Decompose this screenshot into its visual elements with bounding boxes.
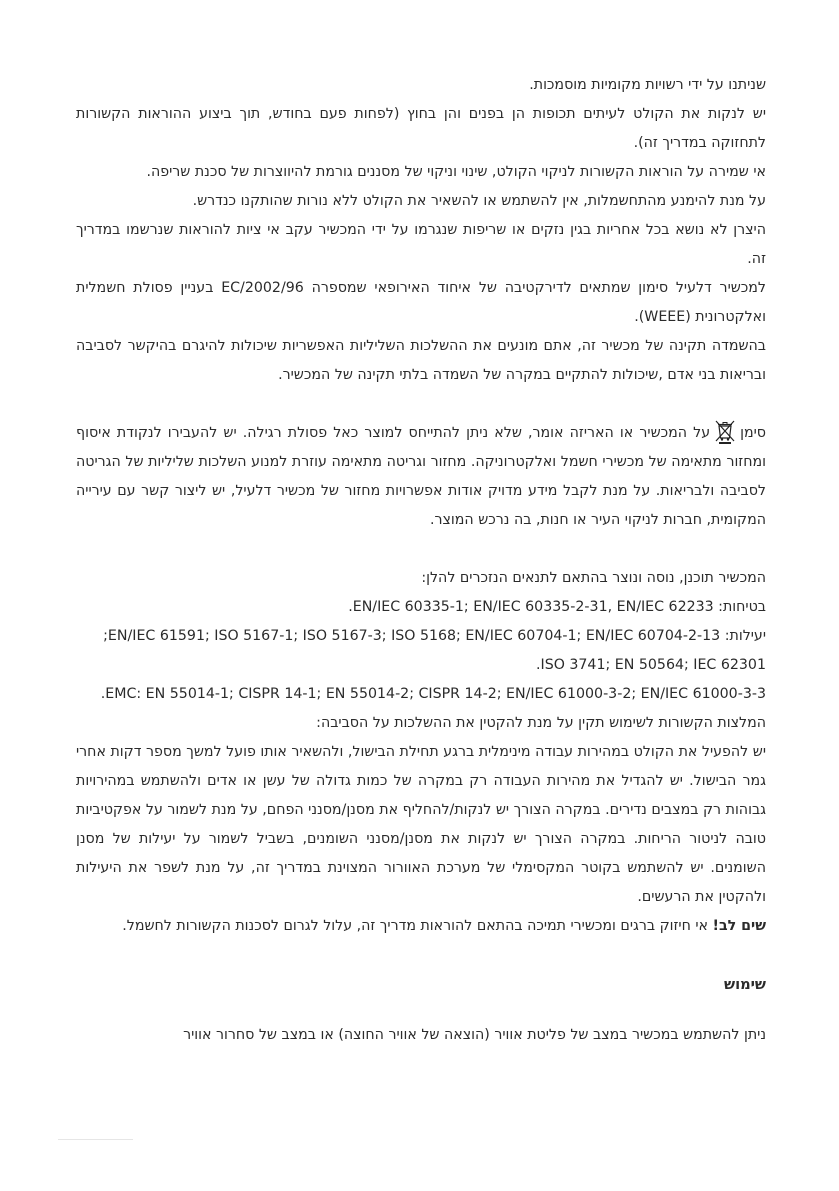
- document-page: [76, 71, 766, 1050]
- paragraph-local-authorities: שניתנו על ידי רשויות מקומיות מוסמכות.: [529, 77, 766, 93]
- paragraph-usage-recommendations: יש להפעיל את הקולט במהירות עבודה מינימלית ברגע תחילת הבישול, ולהשאיר אותו פועל למשך מספר דקות אחרי גמר הבישול. יש להגדיל את מהירות העבודה רק במקרה של כמות גדולה של עשן או אדים ולהשתמש במהירויות גבוהות רק במצבים נדירים. במקרה הצורך יש לנקות/להחליף את מסנן/מסנני הפחם, על מנת לשמור על אפקטיביות טובה לניטור הריחות. במקרה הצורך יש לנקות את מסנן/מסנני השומנים, בשביל לשמור על יעילות של מסנן השומנים. יש להשתמש בקוטר המקסימלי של מערכת האוורור המצוינת במדריך זה, על מנת לשפר את היעילות ולהקטין את הרעשים.: [76, 744, 766, 905]
- spacer: [76, 535, 766, 564]
- paragraph-manufacturer-liability: היצרן לא נושא בכל אחריות בגין נזקים או שריפות שנגרמו על ידי המכשיר עקב אי ציות להוראות שנרשמו במדריך זה.: [76, 222, 766, 267]
- section-heading-usage: שימוש: [724, 976, 766, 993]
- paragraph-emc-standards: EMC: EN 55014-1; CISPR 14-1; EN 55014-2; CISPR 14-2; EN/IEC 61000-3-2; EN/IEC 61000-3-3.: [100, 686, 766, 702]
- paragraph-electrocution-warning: על מנת להימנע מהתחשמלות, אין להשתמש או להשאיר את הקולט ללא נורות שהותקנו כנדרש.: [192, 193, 766, 209]
- paragraph-proper-disposal: בהשמדה תקינה של מכשיר זה, אתם מונעים את ההשלכות השליליות האפשריות שיכולות להיגרם בהיקשר לסביבה ובריאות בני אדם ,שיכולות להתקיים במקרה של השמדה בלתי תקינה של המכשיר.: [76, 338, 766, 383]
- weee-symbol-lead: סימן: [740, 425, 766, 441]
- paragraph-efficiency-standards-line1: יעילות: EN/IEC 61591; ISO 5167-1; ISO 5167-3; ISO 5168; EN/IEC 60704-1; EN/IEC 60704-2-13;: [103, 628, 766, 644]
- spacer: [76, 941, 766, 970]
- paragraph-weee-symbol: [76, 419, 766, 535]
- footer-divider: [58, 1139, 133, 1140]
- paragraph-fire-risk: אי שמירה על הוראות הקשורות לניקוי הקולט, שינוי וניקוי של מסננים גורמת להיווצרות של סכנת שריפה.: [146, 164, 766, 180]
- paragraph-environment-recommendations: המלצות הקשורות לשימוש תקין על מנת להקטין את ההשלכות על הסביבה:: [316, 715, 766, 731]
- paragraph-usage-modes: ניתן להשתמש במכשיר במצב של פליטת אוויר (הוצאה של אוויר החוצה) או במצב של סחרור אוויר: [183, 1027, 766, 1043]
- paragraph-safety-standards: בטיחות: EN/IEC 60335-1; EN/IEC 60335-2-31, EN/IEC 62233.: [348, 599, 766, 615]
- attention-text: אי חיזוק ברגים ומכשירי תמיכה בהתאם להוראות מדריך זה, עלול לגרום לסכנות הקשורות לחשמל.: [122, 918, 713, 934]
- attention-label: שים לב!: [712, 918, 766, 934]
- paragraph-cleaning-frequency: יש לנקות את הקולט לעיתים תכופות הן בפנים והן בחוץ (לפחות פעם בחודש, תוך ביצוע ההוראות הקשורות לתחזוקה במדריך זה).: [76, 106, 766, 151]
- paragraph-efficiency-standards-line2: ISO 3741; EN 50564; IEC 62301.: [536, 657, 766, 673]
- spacer: [76, 390, 766, 419]
- weee-symbol-text: על המכשיר או האריזה אומר, שלא ניתן להתייחס למוצר כאל פסולת רגילה. יש להעבירו לנקודת איסוף ומחזור מתאימה של מכשירי חשמל ואלקטרוניקה. מחזור וגריטה מתאימה עוזרת למנוע השלכות שליליות של הגריטה לסביבה ולבריאות. על מנת לקבל מידע מדויק אודות אפשרויות מחזור של מכשיר דלעיל, יש ליצור קשר עם עירייה המקומית, חברות לניקוי העיר או חנות, בה נרכש המוצר.: [76, 425, 766, 528]
- paragraph-standards-intro: המכשיר תוכנן, נוסה ונוצר בהתאם לתנאים הנזכרים להלן:: [421, 570, 766, 586]
- paragraph-attention-warning: [76, 912, 766, 941]
- paragraph-weee-directive: למכשיר דלעיל סימון שמתאים לדירקטיבה של איחוד האירופאי שמספרה EC/2002/96 בעניין פסולת חשמלית ואלקטרונית (WEEE).: [76, 280, 766, 325]
- crossed-out-wheelie-bin-icon: [714, 420, 736, 444]
- spacer: [76, 999, 766, 1021]
